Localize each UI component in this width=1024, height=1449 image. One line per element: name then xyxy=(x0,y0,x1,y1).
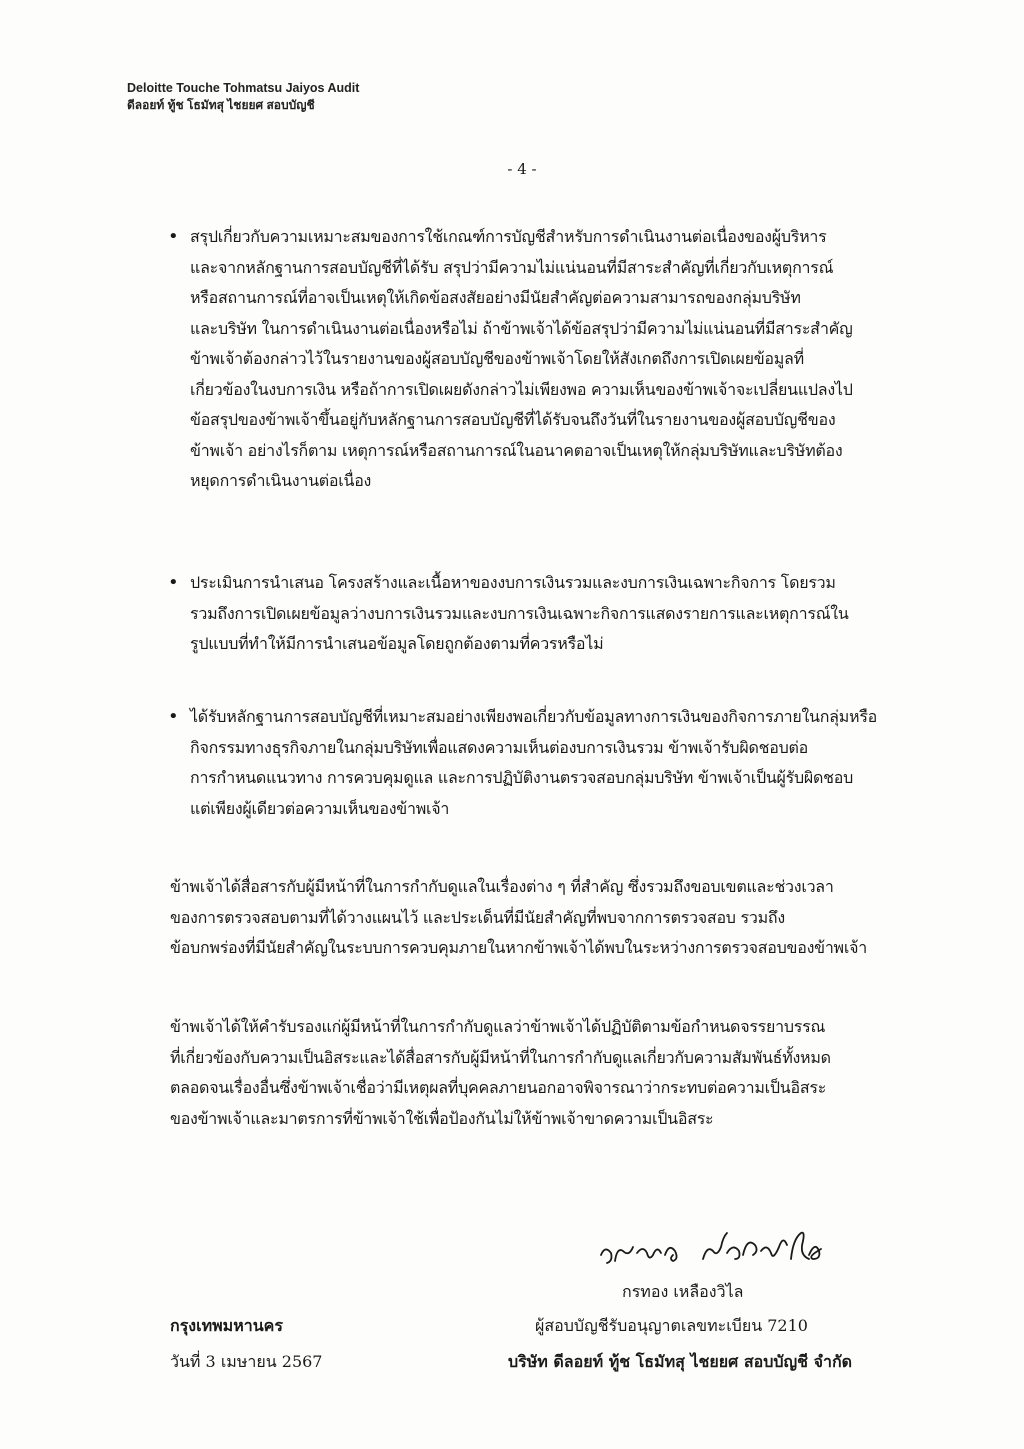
text-line: ข้าพเจ้าต้องกล่าวไว้ในรายงานของผู้สอบบัญชีของข้าพเจ้าโดยให้สังเกตถึงการเปิดเผยข้อมูลที่ xyxy=(190,349,804,368)
text-line: ข้าพเจ้าได้ให้คำรับรองแก่ผู้มีหน้าที่ในการกำกับดูแลว่าข้าพเจ้าได้ปฏิบัติตามข้อกำหนดจรรยาบรรณ xyxy=(170,1017,826,1036)
text-line: ข้อสรุปของข้าพเจ้าขึ้นอยู่กับหลักฐานการสอบบัญชีที่ได้รับจนถึงวันที่ในรายงานของผู้สอบบัญชีของ xyxy=(190,410,836,429)
text-line: รวมถึงการเปิดเผยข้อมูลว่างบการเงินรวมและงบการเงินเฉพาะกิจการแสดงรายการและเหตุการณ์ใน xyxy=(190,603,849,623)
text-line: หรือสถานการณ์ที่อาจเป็นเหตุให้เกิดข้อสงสัยอย่างมีนัยสำคัญต่อความสามารถของกลุ่มบริษัท xyxy=(190,288,801,307)
page-number: - 4 - xyxy=(507,160,537,178)
paragraph-independence xyxy=(170,1012,831,1134)
bullet-marker: • xyxy=(168,226,179,247)
text-line: ของการตรวจสอบตามที่ได้วางแผนไว้ และประเด็นที่มีนัยสำคัญที่พบจากการตรวจสอบ รวมถึง xyxy=(170,907,785,927)
text-line: ของข้าพเจ้าและมาตรการที่ข้าพเจ้าใช้เพื่อป้องกันไม่ให้ข้าพเจ้าขาดความเป็นอิสระ xyxy=(170,1108,714,1128)
bullet-item-going-concern xyxy=(190,222,853,497)
text-line: และบริษัท ในการดำเนินงานต่อเนื่องหรือไม่ ถ้าข้าพเจ้าได้ข้อสรุปว่ามีความไม่แน่นอนที่มีสาระสำคัญ xyxy=(190,318,853,338)
bullet-marker: • xyxy=(168,572,179,593)
text-line: ข้าพเจ้า อย่างไรก็ตาม เหตุการณ์หรือสถานการณ์ในอนาคตอาจเป็นเหตุให้กลุ่มบริษัทและบริษัทต้อง xyxy=(190,440,843,460)
bullet-item-group-evidence xyxy=(190,702,877,824)
text-line: การกำหนดแนวทาง การควบคุมดูแล และการปฏิบัติงานตรวจสอบกลุ่มบริษัท ข้าพเจ้าเป็นผู้รับผิดชอบ xyxy=(190,768,854,787)
text-line: เกี่ยวข้องในงบการเงิน หรือถ้าการเปิดเผยดังกล่าวไม่เพียงพอ ความเห็นของข้าพเจ้าจะเปลี่ยนแปลงไป xyxy=(190,379,853,399)
report-date: วันที่ 3 เมษายน 2567 xyxy=(170,1352,323,1371)
location: กรุงเทพมหานคร xyxy=(170,1316,283,1335)
bullet-item-presentation xyxy=(190,568,849,660)
signer-name: กรทอง เหลืองวิไล xyxy=(622,1282,744,1301)
firm-header xyxy=(127,80,359,114)
handwritten-signature xyxy=(595,1225,845,1275)
text-line: ข้าพเจ้าได้สื่อสารกับผู้มีหน้าที่ในการกำกับดูแลในเรื่องต่าง ๆ ที่สำคัญ ซึ่งรวมถึงขอบเขตและช่วงเวลา xyxy=(170,877,834,896)
text-line: และจากหลักฐานการสอบบัญชีที่ได้รับ สรุปว่ามีความไม่แน่นอนที่มีสาระสำคัญที่เกี่ยวกับเหตุการณ์ xyxy=(190,257,834,277)
text-line: ข้อบกพร่องที่มีนัยสำคัญในระบบการควบคุมภายในหากข้าพเจ้าได้พบในระหว่างการตรวจสอบของข้าพเจ้า xyxy=(170,938,867,957)
bullet-marker: • xyxy=(168,706,179,727)
firm-name-th: ดีลอยท์ ทู้ช โธมัทสุ ไชยยศ สอบบัญชี xyxy=(127,98,315,112)
text-line: ตลอดจนเรื่องอื่นซึ่งข้าพเจ้าเชื่อว่ามีเหตุผลที่บุคคลภายนอกอาจพิจารณาว่ากระทบต่อความเป็นอิสระ xyxy=(170,1078,827,1097)
paragraph-communication xyxy=(170,872,867,964)
firm-name-en: Deloitte Touche Tohmatsu Jaiyos Audit xyxy=(127,81,360,95)
text-line: สรุปเกี่ยวกับความเหมาะสมของการใช้เกณฑ์การบัญชีสำหรับการดำเนินงานต่อเนื่องของผู้บริหาร xyxy=(190,227,827,246)
text-line: กิจกรรมทางธุรกิจภายในกลุ่มบริษัทเพื่อแสดงความเห็นต่องบการเงินรวม ข้าพเจ้ารับผิดชอบต่อ xyxy=(190,737,808,757)
text-line: รูปแบบที่ทำให้มีการนำเสนอข้อมูลโดยถูกต้องตามที่ควรหรือไม่ xyxy=(190,634,604,653)
registration-number: ผู้สอบบัญชีรับอนุญาตเลขทะเบียน 7210 xyxy=(535,1316,808,1335)
audit-company-name: บริษัท ดีลอยท์ ทู้ช โธมัทสุ ไชยยศ สอบบัญชี จำกัด xyxy=(508,1352,853,1371)
text-line: แต่เพียงผู้เดียวต่อความเห็นของข้าพเจ้า xyxy=(190,798,450,818)
text-line: ที่เกี่ยวข้องกับความเป็นอิสระและได้สื่อสารกับผู้มีหน้าที่ในการกำกับดูแลเกี่ยวกับความสัมพันธ์ทั้งหมด xyxy=(170,1047,831,1067)
text-line: หยุดการดำเนินงานต่อเนื่อง xyxy=(190,471,372,490)
text-line: ได้รับหลักฐานการสอบบัญชีที่เหมาะสมอย่างเพียงพอเกี่ยวกับข้อมูลทางการเงินของกิจการภายในกลุ่มหรือ xyxy=(190,707,878,726)
text-line: ประเมินการนำเสนอ โครงสร้างและเนื้อหาของงบการเงินรวมและงบการเงินเฉพาะกิจการ โดยรวม xyxy=(190,573,836,592)
